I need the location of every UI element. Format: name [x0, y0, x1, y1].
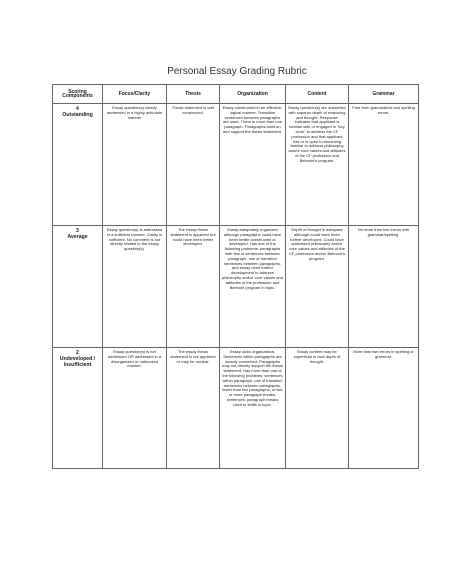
column-header-thesis: Thesis: [167, 85, 220, 104]
table-row: [53, 226, 419, 348]
rubric-cell: More than two errors in spelling or grammar.: [349, 348, 419, 469]
column-header-scoring: Scoring Components: [53, 85, 103, 104]
rubric-cell: Essay question(s) are answered with superior depth of reasoning and thought. Response indicates that applicant is familiar with or engaged in "key work" to address the CF profession and that applicant has or is open to becoming familiar to address philosophy and/or core values and attitudes of the CF profession and Belmont's program.: [286, 104, 349, 226]
score-cell: [53, 104, 103, 226]
column-header-grammar: Grammar: [349, 85, 419, 104]
rubric-cell: No more than two errors with grammar/spelling.: [349, 226, 419, 348]
rubric-cell: Essay adequately organized although paragraphs could have been better constructed or developed. Has one of the following problems: paragraphs with few of sentences between paragraph, use of transition sentences between paragraphs, and essay need further development to address philosophy and/or core values and attitudes of the profession and Belmont program in topic.: [220, 226, 286, 348]
score-level: Average: [67, 234, 88, 241]
rubric-cell: Depth of thought is adequate although could have been further developed. Could have addressed philosophy and/or core values and attitudes of the CF profession and/or Belmont's program.: [286, 226, 349, 348]
rubric-cell: Essay constructed in an effective, logical manner. Transition sentences between paragraphs are used. There is more than one paragraph. Paragraphs build on and support the thesis statement.: [220, 104, 286, 226]
column-header-content: Content: [286, 85, 349, 104]
header-row: [53, 85, 419, 104]
score-level: Undeveloped / Insufficient: [59, 356, 96, 369]
column-header-focus: Focus/Clarity: [103, 85, 167, 104]
score-cell: [53, 348, 103, 469]
rubric-cell: The essay thesis statement is apparent but could have been better developed.: [167, 226, 220, 348]
score-level: Outstanding: [62, 112, 93, 119]
score-cell: [53, 226, 103, 348]
table-row: [53, 348, 419, 469]
rubric-cell: Essay question(s) is addressed in a sufficient manner. Clarity is sufficient. No comment is not directly related to the essay question(s).: [103, 226, 167, 348]
rubric-cell: Essay question(s) clearly addressed in a highly articulate manner: [103, 104, 167, 226]
rubric-cell: Free from grammatical and spelling errors.: [349, 104, 419, 226]
rubric-cell: Essay content may be superficial or lack depth of thought.: [286, 348, 349, 469]
rubric-cell: Essay lacks organization. Sentences within paragraphs are loosely connected. Paragraphs may not directly support the thesis statement. Has more than one of the following problems: sentences within paragraph, use of transition sentences between paragraphs, fewer than two paragraphs, or two or more paragraph breaks, sentences, paragraph breaks used to shifts in topic.: [220, 348, 286, 469]
rubric-cell: Essay question(s) is not addressed OR addressed in a disorganized or unfocused manner.: [103, 348, 167, 469]
rubric-cell: Thesis statement is well constructed.: [167, 104, 220, 226]
score-number: 4: [76, 106, 79, 112]
score-number: 2: [76, 350, 79, 356]
page-title: Personal Essay Grading Rubric: [167, 66, 307, 77]
rubric-cell: The essay thesis statement is not apparent or may be unclear.: [167, 348, 220, 469]
rubric-table: [52, 84, 419, 469]
score-number: 3: [76, 228, 79, 234]
table-row: [53, 104, 419, 226]
column-header-organization: Organization: [220, 85, 286, 104]
